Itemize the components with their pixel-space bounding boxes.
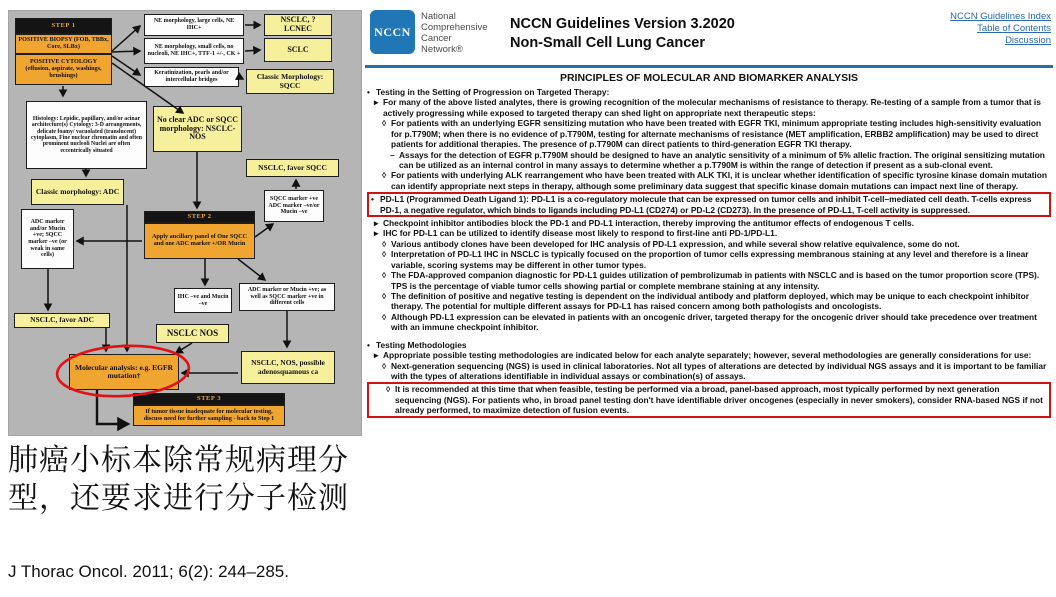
bullet-icon: ◊	[386, 384, 391, 395]
red-highlight-box-ngs	[367, 382, 1051, 417]
paragraph-text: The FDA-approved companion diagnostic for PD-L1 guides utilization of pembrolizumab in patients with NSCLC and is based on the tumor proportion score (TPS). TPS is the percentage of viable tumor cells showing partial or complete membrane staining at any intensity.	[391, 270, 1040, 291]
flow-box-positive-biopsy: POSITIVE BIOPSY (FOB, TBBx, Core, SLBx)	[15, 34, 112, 54]
flow-box-step1-header: STEP 1	[15, 18, 112, 34]
flow-box-step2-header: STEP 2	[144, 211, 255, 223]
bullet-icon: ◊	[382, 291, 387, 302]
caption-chinese	[8, 442, 349, 518]
bullet-icon: ◊	[382, 238, 387, 249]
paragraph-text: For many of the above listed analytes, there is growing recognition of the molecular mechanisms of resistance to therapy. Re-testing of a sample from a tumor that is actively progressing while exposed to targeted therapy can shed light on appropriate next therapeutic steps:	[383, 97, 1041, 118]
flow-box-classic-sqcc: Classic Morphology: SQCC	[246, 69, 334, 94]
bullet-icon: ▸	[374, 218, 379, 229]
doc-paragraph	[374, 97, 1051, 118]
caption-chinese-line2: 型，还要求进行分子检测	[8, 481, 349, 516]
flow-box-nsclc-lcnec: NSCLC, ?LCNEC	[264, 14, 332, 36]
journal-citation: J Thorac Oncol. 2011; 6(2): 244–285.	[8, 562, 289, 581]
bullet-icon: ◊	[382, 311, 387, 322]
paragraph-text: For patients with underlying ALK rearrangement who have been treated with ALK TKI, it is unclear whether identification of specific tyrosine kinase domain mutation can identify appropriate next steps in therapy, although some preliminary data suggest that specific kinase domain mutations can impact next line of therapy.	[391, 170, 1047, 191]
nccn-guideline-page	[365, 6, 1053, 566]
doc-paragraph	[382, 270, 1051, 291]
header-divider	[365, 65, 1053, 68]
flow-box-step3-body: If tumor tissue inadequate for molecular testing, discuss need for further sampling - back to Step 1	[133, 405, 285, 426]
doc-paragraph	[382, 118, 1051, 149]
paragraph-text: Checkpoint inhibitor antibodies block the PD-1 and PD-L1 interaction, thereby improving the antitumor effects of endogenous T cells.	[383, 218, 914, 229]
flow-box-no-clear-nsclc-nos: No clear ADC or SQCC morphology: NSCLC-NOS	[153, 106, 242, 152]
doc-paragraph	[374, 218, 1051, 228]
flow-box-nsclc-favor-sqcc: NSCLC, favor SQCC	[246, 159, 339, 177]
caption-chinese-line1: 肺癌小标本除常规病理分	[8, 443, 349, 478]
flow-box-sclc: SCLC	[264, 38, 332, 62]
paragraph-text: Testing in the Setting of Progression on Targeted Therapy:	[376, 87, 610, 97]
paragraph-text: The definition of positive and negative testing is dependent on the individual antibody and platform deployed, which may be unique to each checkpoint inhibitor therapy. The potential for multiple different assays for PD-L1 has raised concern among both pathologists and oncologists.	[391, 291, 1029, 312]
doc-paragraph	[367, 87, 1051, 97]
doc-paragraph	[382, 239, 1051, 249]
guidelines-title	[510, 15, 735, 53]
red-highlight-box-pdl1	[367, 192, 1051, 217]
flow-box-ne-small: NE morphology, small cells, no nucleoli, NE IHC+, TTF-1 +/-, CK +	[144, 38, 244, 64]
guidelines-cancer-type: Non-Small Cell Lung Cancer	[510, 35, 705, 51]
paragraph-text: PD-L1 (Programmed Death Ligand 1): PD-L1 is a co-regulatory molecule that can be expressed on tumor cells and inhibit T-cell–mediated cell death. T-cells express PD-1, a negative regulator, which binds to ligands including PD-L1 (CD274) or PD-L2 (CD273). In the presence of PD-L1, T-cell activity is suppressed.	[380, 194, 1032, 215]
paragraph-text: Although PD-L1 expression can be elevated in patients with an oncogenic driver, targeted therapy for the oncogenic driver should take precedence over treatment with an immune checkpoint inhibitor.	[391, 311, 1037, 333]
bullet-icon: ◊	[382, 270, 387, 281]
paragraph-text: Interpretation of PD-L1 IHC in NSCLC is typically focused on the proportion of tumor cells expressing membranous staining at any level and therefore is a linear variable, scoring systems may be different in other tumor types.	[391, 249, 1029, 270]
bullet-icon: ◊	[382, 249, 387, 260]
bullet-icon: •	[371, 194, 374, 205]
bullet-icon: ◊	[382, 118, 387, 129]
flow-box-nsclc-nos-adenosquamous: NSCLC, NOS, possible adenosquamous ca	[241, 351, 335, 384]
doc-paragraph	[367, 340, 1051, 350]
org-line: Cancer	[421, 33, 452, 44]
flow-box-nsclc-favor-adc: NSCLC, favor ADC	[14, 313, 110, 328]
flow-box-molecular-analysis: Molecular analysis: e.g. EGFR mutation†	[69, 354, 179, 390]
flow-box-histology-cytology: Histology: Lepidic, papillary, and/or acinar architecture(s) Cytology: 3-D arrangements, delicate foamy/ vacuolated (translucent) cytoplasm, Fine nuclear chromatin and often prominent nucleoli Nuclei are often eccentrically situated	[26, 101, 147, 169]
paragraph-text: Appropriate possible testing methodologies are indicated below for each analyte separately; however, several methodologies are generally considerations for use:	[383, 350, 1032, 361]
bullet-icon: ▸	[374, 97, 379, 108]
paragraph-text: Assays for the detection of EGFR p.T790M should be designed to have an analytic sensitivity of a minimum of 5% allelic fraction. The original sensitizing mutation can be utilized as an internal control in many assays to determine whether a p.T790M is within the range of detection if present as a sub-clonal event.	[399, 149, 1045, 170]
doc-paragraph	[374, 228, 1051, 238]
flow-box-step2-body: Apply ancillary panel of One SQCC and one ADC marker +/OR Mucin	[144, 223, 255, 259]
paragraph-text: Various antibody clones have been developed for IHC analysis of PD-L1 expression, and while several show relative equivalence, some do not.	[391, 238, 960, 249]
link-guidelines-index[interactable]: NCCN Guidelines Index	[950, 11, 1051, 22]
flow-box-positive-cytology: POSITIVE CYTOLOGY (effusion, aspirate, washings, brushings)	[15, 54, 112, 85]
doc-paragraph	[374, 350, 1051, 360]
bullet-icon: •	[367, 87, 370, 97]
doc-paragraph	[382, 291, 1051, 312]
flow-box-adc-mucin-different-cells: ADC marker or Mucin +ve; as well as SQCC marker +ve in different cells	[239, 283, 335, 311]
link-table-of-contents[interactable]: Table of Contents	[977, 23, 1051, 34]
doc-paragraph	[390, 150, 1051, 171]
header-links	[950, 11, 1051, 47]
paragraph-text: It is recommended at this time that when feasible, testing be performed via a broad, panel-based approach, most typically performed by next generation sequencing (NGS). For patients who, in broad panel testing don't have identifiable driver oncogenes (especially in never smokers), consider RNA-based NGS if not already performed, to maximize detection of fusion events.	[395, 384, 1043, 416]
bullet-icon: ◊	[382, 360, 387, 371]
flow-box-classic-adc: Classic morphology: ADC	[31, 179, 124, 205]
doc-paragraph	[386, 384, 1047, 415]
flow-box-ne-large: NE morphology, large cells, NE IHC+	[144, 14, 244, 36]
section-title: PRINCIPLES OF MOLECULAR AND BIOMARKER ANALYSIS	[559, 72, 859, 84]
flow-box-keratinization: Keratinization, pearls and/or intercellular bridges	[144, 67, 239, 87]
bullet-icon: ▸	[374, 350, 379, 361]
paragraph-text: Next-generation sequencing (NGS) is used in clinical laboratories. Not all types of alterations are detected by individual NGS assays and it is important to be familiar with the types of alterations identifiable in individual assays or combination(s) of assays.	[391, 360, 1047, 381]
doc-paragraph	[382, 170, 1051, 191]
doc-paragraph	[382, 249, 1051, 270]
paragraph-text: IHC for PD-L1 can be utilized to identify disease most likely to respond to first-line anti PD-1/PD-L1.	[383, 228, 778, 239]
flow-box-sqcc-marker: SQCC marker +ve ADC marker –ve/or Mucin –ve	[264, 190, 324, 222]
link-discussion[interactable]: Discussion	[1005, 35, 1051, 46]
doc-paragraph	[382, 361, 1051, 382]
org-line: Comprehensive	[421, 22, 488, 33]
nccn-logo: NCCN	[370, 10, 415, 54]
org-line: National	[421, 11, 456, 22]
paragraph-text: For patients with an underlying EGFR sensitizing mutation who have been treated with EGFR TKI, minimum appropriate testing includes high-sensitivity evaluation for p.T790M; when there is no evidence of p.T790M, testing for alternate mechanisms of resistance (MET amplification, ERBB2 amplification) may be used to direct patients for additional therapies. The presence of p.T790M can direct patients to third-generation EGFR TKI therapy.	[391, 118, 1042, 150]
paragraph-text: Testing Methodologies	[376, 339, 467, 350]
flow-box-step3-header: STEP 3	[133, 393, 285, 405]
org-line: Network®	[421, 44, 463, 55]
flow-box-nsclc-nos: NSCLC NOS	[156, 324, 229, 343]
nccn-org-name	[421, 11, 488, 55]
bullet-icon: ▸	[374, 228, 379, 239]
bullet-icon: •	[367, 339, 370, 350]
flow-box-adc-marker: ADC marker and/or Mucin +ve; SQCC marker –ve (or weak in same cells)	[21, 209, 74, 269]
pathology-flowchart	[8, 10, 362, 436]
bullet-icon: –	[390, 149, 395, 160]
flow-box-ihc-negative: IHC –ve and Mucin –ve	[174, 288, 232, 313]
document-header	[365, 6, 1053, 60]
guidelines-version: NCCN Guidelines Version 3.2020	[510, 16, 735, 32]
doc-paragraph	[371, 194, 1047, 215]
doc-paragraph	[382, 312, 1051, 333]
document-body	[367, 87, 1051, 419]
bullet-icon: ◊	[382, 170, 387, 181]
